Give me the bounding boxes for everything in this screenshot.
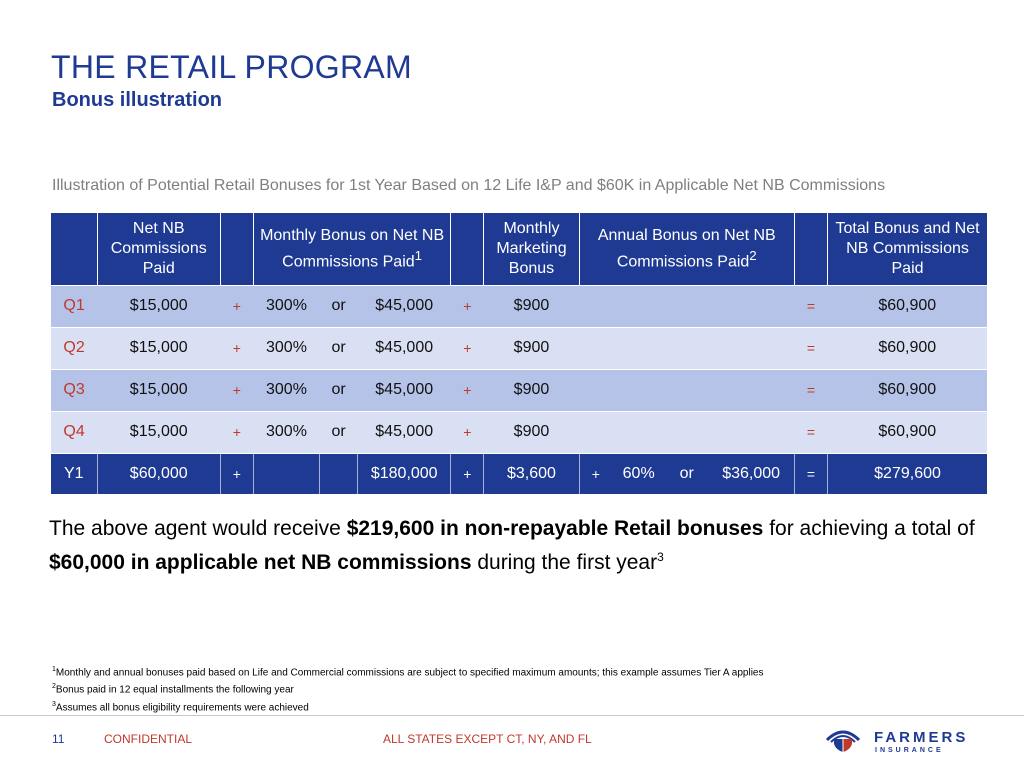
equals-operator: = xyxy=(794,453,827,494)
plus-operator xyxy=(579,327,612,369)
table-row xyxy=(51,369,987,411)
summary-footnote-ref: 3 xyxy=(657,550,664,564)
header-total-label: Total Bonus and Net NB Commissions Paid xyxy=(835,219,980,277)
or-text: or xyxy=(320,411,358,453)
equals-operator: = xyxy=(794,411,827,453)
footnote xyxy=(52,698,764,715)
or-text xyxy=(665,327,708,369)
summary-part: The above agent would receive xyxy=(49,517,347,540)
header-annual-bonus-note: 2 xyxy=(749,247,757,263)
footnote xyxy=(52,663,764,680)
header-empty xyxy=(51,213,97,285)
header-annual-bonus xyxy=(579,213,794,285)
annual-bonus-cell xyxy=(708,285,794,327)
or-text: or xyxy=(320,327,358,369)
plus-operator: + xyxy=(451,285,484,327)
marketing-cell: $900 xyxy=(484,369,579,411)
summary-part: during the first year xyxy=(471,551,658,574)
monthly-bonus-cell: $45,000 xyxy=(358,285,451,327)
summary-text xyxy=(49,515,989,577)
plus-operator: + xyxy=(451,411,484,453)
bonus-table xyxy=(51,213,987,494)
table-row xyxy=(51,327,987,369)
net-nb-cell: $15,000 xyxy=(97,327,220,369)
total-cell: $60,900 xyxy=(828,411,987,453)
header-monthly-bonus-label: Monthly Bonus on Net NB Commissions Paid xyxy=(260,226,445,270)
percent-cell: 300% xyxy=(253,327,319,369)
total-cell: $60,900 xyxy=(828,285,987,327)
footnote-number: 1 xyxy=(52,666,56,673)
row-label: Q2 xyxy=(51,327,97,369)
total-cell: $60,900 xyxy=(828,369,987,411)
footnote-text: Assumes all bonus eligibility requirements were achieved xyxy=(55,701,309,713)
plus-operator: + xyxy=(220,411,253,453)
plus-operator: + xyxy=(579,453,612,494)
marketing-cell: $3,600 xyxy=(484,453,579,494)
total-cell: $279,600 xyxy=(828,453,987,494)
plus-operator: + xyxy=(451,327,484,369)
confidential-label: CONFIDENTIAL xyxy=(104,732,193,746)
footnote xyxy=(52,680,764,697)
plus-operator xyxy=(579,411,612,453)
empty-cell xyxy=(253,453,319,494)
states-disclaimer: ALL STATES EXCEPT CT, NY, AND FL xyxy=(383,732,592,746)
header-marketing xyxy=(484,213,579,285)
plus-operator: + xyxy=(451,453,484,494)
equals-operator: = xyxy=(794,327,827,369)
monthly-bonus-cell: $45,000 xyxy=(358,369,451,411)
or-text: or xyxy=(320,285,358,327)
or-text: or xyxy=(320,369,358,411)
table-total-row xyxy=(51,453,987,494)
header-monthly-bonus xyxy=(253,213,450,285)
header-total xyxy=(828,213,987,285)
annual-percent-cell xyxy=(612,285,665,327)
annual-percent-cell xyxy=(612,327,665,369)
header-empty xyxy=(451,213,484,285)
annual-bonus-cell xyxy=(708,327,794,369)
header-empty xyxy=(220,213,253,285)
monthly-bonus-cell: $180,000 xyxy=(358,453,451,494)
monthly-bonus-cell: $45,000 xyxy=(358,327,451,369)
farmers-shield-icon xyxy=(821,726,865,754)
summary-bold: $60,000 in applicable net NB commissions xyxy=(49,551,472,574)
net-nb-cell: $60,000 xyxy=(97,453,220,494)
percent-cell: 300% xyxy=(253,285,319,327)
footnote-number: 2 xyxy=(52,683,56,691)
header-annual-bonus-label: Annual Bonus on Net NB Commissions Paid xyxy=(597,226,776,270)
annual-bonus-cell xyxy=(708,411,794,453)
plus-operator: + xyxy=(220,453,253,494)
footnote-text: Monthly and annual bonuses paid based on Life and Commercial commissions are subject to specified maximum amounts; this example assumes Tier A applies xyxy=(55,667,764,679)
table-row xyxy=(51,411,987,453)
header-net-nb-label: Net NB Commissions Paid xyxy=(110,219,207,277)
net-nb-cell: $15,000 xyxy=(97,369,220,411)
table-row xyxy=(51,285,987,327)
footnotes xyxy=(52,663,764,715)
footnote-number: 3 xyxy=(52,700,56,708)
net-nb-cell: $15,000 xyxy=(97,411,220,453)
page-title: THE RETAIL PROGRAM xyxy=(51,49,412,85)
logo-wordmark: FARMERS xyxy=(874,729,969,746)
marketing-cell: $900 xyxy=(484,285,579,327)
plus-operator xyxy=(579,285,612,327)
header-empty xyxy=(794,213,827,285)
plus-operator: + xyxy=(220,369,253,411)
row-label: Q4 xyxy=(51,411,97,453)
percent-cell: 300% xyxy=(253,369,319,411)
total-cell: $60,900 xyxy=(828,327,987,369)
annual-percent-cell xyxy=(612,411,665,453)
or-text: or xyxy=(665,453,708,494)
plus-operator xyxy=(579,369,612,411)
summary-bold: $219,600 in non-repayable Retail bonuses xyxy=(346,517,764,540)
page-number: 11 xyxy=(52,732,65,746)
footer-divider xyxy=(0,715,1024,716)
monthly-bonus-cell: $45,000 xyxy=(358,411,451,453)
annual-bonus-cell xyxy=(708,369,794,411)
header-monthly-bonus-note: 1 xyxy=(414,247,423,263)
farmers-logo xyxy=(821,726,981,760)
or-text xyxy=(665,369,708,411)
annual-percent-cell: 60% xyxy=(612,453,665,494)
annual-bonus-cell: $36,000 xyxy=(708,453,794,494)
header-net-nb xyxy=(97,213,220,285)
empty-cell xyxy=(320,453,358,494)
marketing-cell: $900 xyxy=(484,411,579,453)
equals-operator: = xyxy=(794,285,827,327)
logo-subtext: INSURANCE xyxy=(875,747,944,754)
annual-percent-cell xyxy=(612,369,665,411)
net-nb-cell: $15,000 xyxy=(97,285,220,327)
footnote-text: Bonus paid in 12 equal installments the following year xyxy=(55,684,294,696)
row-label: Y1 xyxy=(51,453,97,494)
page-subtitle: Bonus illustration xyxy=(52,89,222,111)
percent-cell: 300% xyxy=(253,411,319,453)
or-text xyxy=(665,411,708,453)
or-text xyxy=(665,285,708,327)
row-label: Q1 xyxy=(51,285,97,327)
table-caption: Illustration of Potential Retail Bonuses for 1st Year Based on 12 Life I&P and $60K in Applicable Net NB Commissions xyxy=(52,177,886,194)
marketing-cell: $900 xyxy=(484,327,579,369)
header-marketing-label: Monthly Marketing Bonus xyxy=(496,219,567,277)
plus-operator: + xyxy=(220,285,253,327)
plus-operator: + xyxy=(451,369,484,411)
equals-operator: = xyxy=(794,369,827,411)
table-header-row xyxy=(51,213,987,285)
summary-part: for achieving a total of xyxy=(763,517,975,540)
row-label: Q3 xyxy=(51,369,97,411)
plus-operator: + xyxy=(220,327,253,369)
